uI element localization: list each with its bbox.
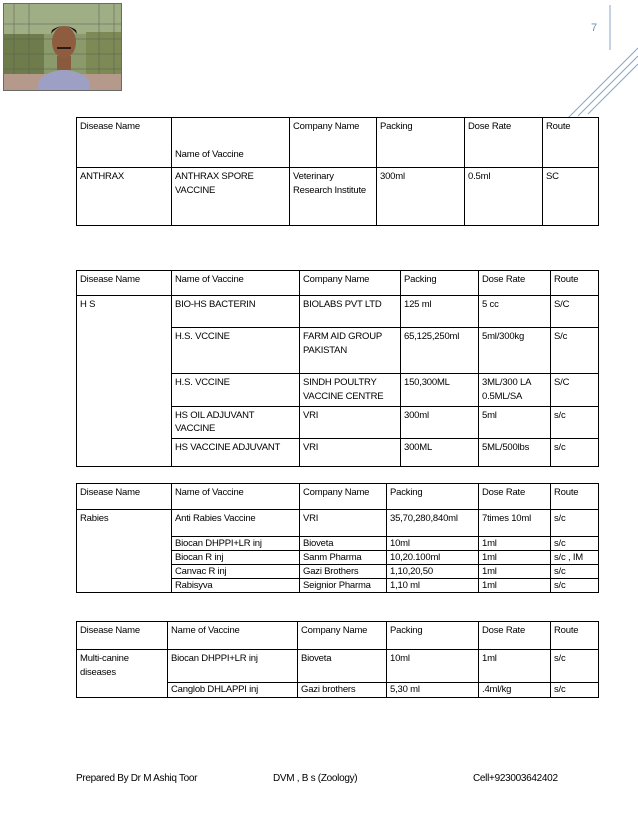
header-company: Company Name xyxy=(290,118,377,168)
cell-vaccine: Canglob DHLAPPI inj xyxy=(168,683,298,698)
cell-vaccine: Biocan DHPPI+LR inj xyxy=(168,650,298,683)
header-vaccine: Name of Vaccine xyxy=(168,622,298,650)
cell-packing: 10ml xyxy=(387,537,479,551)
table-header-row xyxy=(77,484,599,510)
cell-dose: 1ml xyxy=(479,537,551,551)
cell-packing: 1,10 ml xyxy=(387,579,479,593)
cell-dose: 1ml xyxy=(479,565,551,579)
header-vaccine: Name of Vaccine xyxy=(172,484,300,510)
cell-company: BIOLABS PVT LTD xyxy=(300,296,401,328)
table-rabies xyxy=(76,483,599,593)
cell-company: SINDH POULTRY VACCINE CENTRE xyxy=(300,374,401,407)
cell-packing: 300ML xyxy=(401,439,479,467)
cell-route: S/C xyxy=(551,296,599,328)
cell-disease: H S xyxy=(77,296,172,467)
cell-route: s/c xyxy=(551,565,599,579)
cell-vaccine: ANTHRAX SPORE VACCINE xyxy=(172,168,290,226)
header-packing: Packing xyxy=(377,118,465,168)
cell-packing: 65,125,250ml xyxy=(401,328,479,374)
header-disease: Disease Name xyxy=(77,484,172,510)
header-route: Route xyxy=(543,118,599,168)
cell-route: s/c xyxy=(551,650,599,683)
cell-disease: Rabies xyxy=(77,510,172,593)
table-header-row xyxy=(77,622,599,650)
header-dose: Dose Rate xyxy=(479,271,551,296)
table-header-row xyxy=(77,118,599,168)
header-company: Company Name xyxy=(300,271,401,296)
header-route: Route xyxy=(551,484,599,510)
cell-vaccine: H.S. VCCINE xyxy=(172,328,300,374)
cell-vaccine: H.S. VCCINE xyxy=(172,374,300,407)
cell-dose: 3ML/300 LA 0.5ML/SA xyxy=(479,374,551,407)
cell-company: Bioveta xyxy=(298,650,387,683)
cell-route: S/C xyxy=(551,374,599,407)
cell-packing: 5,30 ml xyxy=(387,683,479,698)
cell-vaccine: Biocan DHPPI+LR inj xyxy=(172,537,300,551)
cell-packing: 300ml xyxy=(401,406,479,439)
cell-packing: 10ml xyxy=(387,650,479,683)
header-company: Company Name xyxy=(300,484,387,510)
header-vaccine: Name of Vaccine xyxy=(172,271,300,296)
corner-decoration xyxy=(0,0,638,120)
header-dose: Dose Rate xyxy=(465,118,543,168)
cell-company: FARM AID GROUP PAKISTAN xyxy=(300,328,401,374)
cell-dose: 1ml xyxy=(479,579,551,593)
header-dose: Dose Rate xyxy=(479,484,551,510)
cell-packing: 300ml xyxy=(377,168,465,226)
table-hs xyxy=(76,270,599,467)
cell-dose: .4ml/kg xyxy=(479,683,551,698)
cell-vaccine: HS VACCINE ADJUVANT xyxy=(172,439,300,467)
cell-vaccine: Biocan R inj xyxy=(172,551,300,565)
cell-packing: 150,300ML xyxy=(401,374,479,407)
cell-route: s/c xyxy=(551,510,599,537)
cell-dose: 1ml xyxy=(479,551,551,565)
table-anthrax xyxy=(76,117,599,226)
cell-dose: 1ml xyxy=(479,650,551,683)
cell-disease: Multi-canine diseases xyxy=(77,650,168,698)
header-disease: Disease Name xyxy=(77,271,172,296)
cell-company: VRI xyxy=(300,439,401,467)
cell-company: Seignior Pharma xyxy=(300,579,387,593)
cell-vaccine: Anti Rabies Vaccine xyxy=(172,510,300,537)
cell-packing: 10,20.100ml xyxy=(387,551,479,565)
header-packing: Packing xyxy=(387,622,479,650)
footer-degree: DVM , B s (Zoology) xyxy=(273,773,358,784)
cell-route: s/c , IM xyxy=(551,551,599,565)
header-vaccine xyxy=(172,118,290,168)
header-dose: Dose Rate xyxy=(479,622,551,650)
table-row xyxy=(77,296,599,328)
cell-company: Gazi Brothers xyxy=(300,565,387,579)
cell-dose: 5ML/500lbs xyxy=(479,439,551,467)
cell-route: s/c xyxy=(551,439,599,467)
cell-dose: 5ml xyxy=(479,406,551,439)
cell-route: s/c xyxy=(551,683,599,698)
cell-disease: ANTHRAX xyxy=(77,168,172,226)
cell-packing: 1,10,20,50 xyxy=(387,565,479,579)
table-row xyxy=(77,650,599,683)
footer-cell: Cell+923003642402 xyxy=(473,773,558,784)
cell-route: s/c xyxy=(551,579,599,593)
header-company: Company Name xyxy=(298,622,387,650)
cell-vaccine: Canvac R inj xyxy=(172,565,300,579)
cell-packing: 35,70,280,840ml xyxy=(387,510,479,537)
header-disease: Disease Name xyxy=(77,622,168,650)
cell-dose: 0.5ml xyxy=(465,168,543,226)
page-number: 7 xyxy=(591,22,598,34)
cell-company: Gazi brothers xyxy=(298,683,387,698)
header-disease: Disease Name xyxy=(77,118,172,168)
cell-company: Bioveta xyxy=(300,537,387,551)
cell-dose: 5ml/300kg xyxy=(479,328,551,374)
table-multi-canine xyxy=(76,621,599,698)
cell-packing: 125 ml xyxy=(401,296,479,328)
table-row xyxy=(77,168,599,226)
cell-route: SC xyxy=(543,168,599,226)
table-header-row xyxy=(77,271,599,296)
header-vaccine-label: Name of Vaccine xyxy=(175,149,244,161)
cell-dose: 5 cc xyxy=(479,296,551,328)
footer-author: Prepared By Dr M Ashiq Toor xyxy=(76,773,198,784)
cell-route: S/c xyxy=(551,328,599,374)
cell-company: VRI xyxy=(300,406,401,439)
header-route: Route xyxy=(551,271,599,296)
header-packing: Packing xyxy=(387,484,479,510)
cell-vaccine: HS OIL ADJUVANT VACCINE xyxy=(172,406,300,439)
cell-vaccine: Rabisyva xyxy=(172,579,300,593)
cell-company: VRI xyxy=(300,510,387,537)
cell-company: Sanm Pharma xyxy=(300,551,387,565)
header-route: Route xyxy=(551,622,599,650)
cell-vaccine: BIO-HS BACTERIN xyxy=(172,296,300,328)
cell-company: Veterinary Research Institute xyxy=(290,168,377,226)
cell-route: s/c xyxy=(551,406,599,439)
cell-dose: 7times 10ml xyxy=(479,510,551,537)
table-row xyxy=(77,510,599,537)
header-packing: Packing xyxy=(401,271,479,296)
cell-route: s/c xyxy=(551,537,599,551)
